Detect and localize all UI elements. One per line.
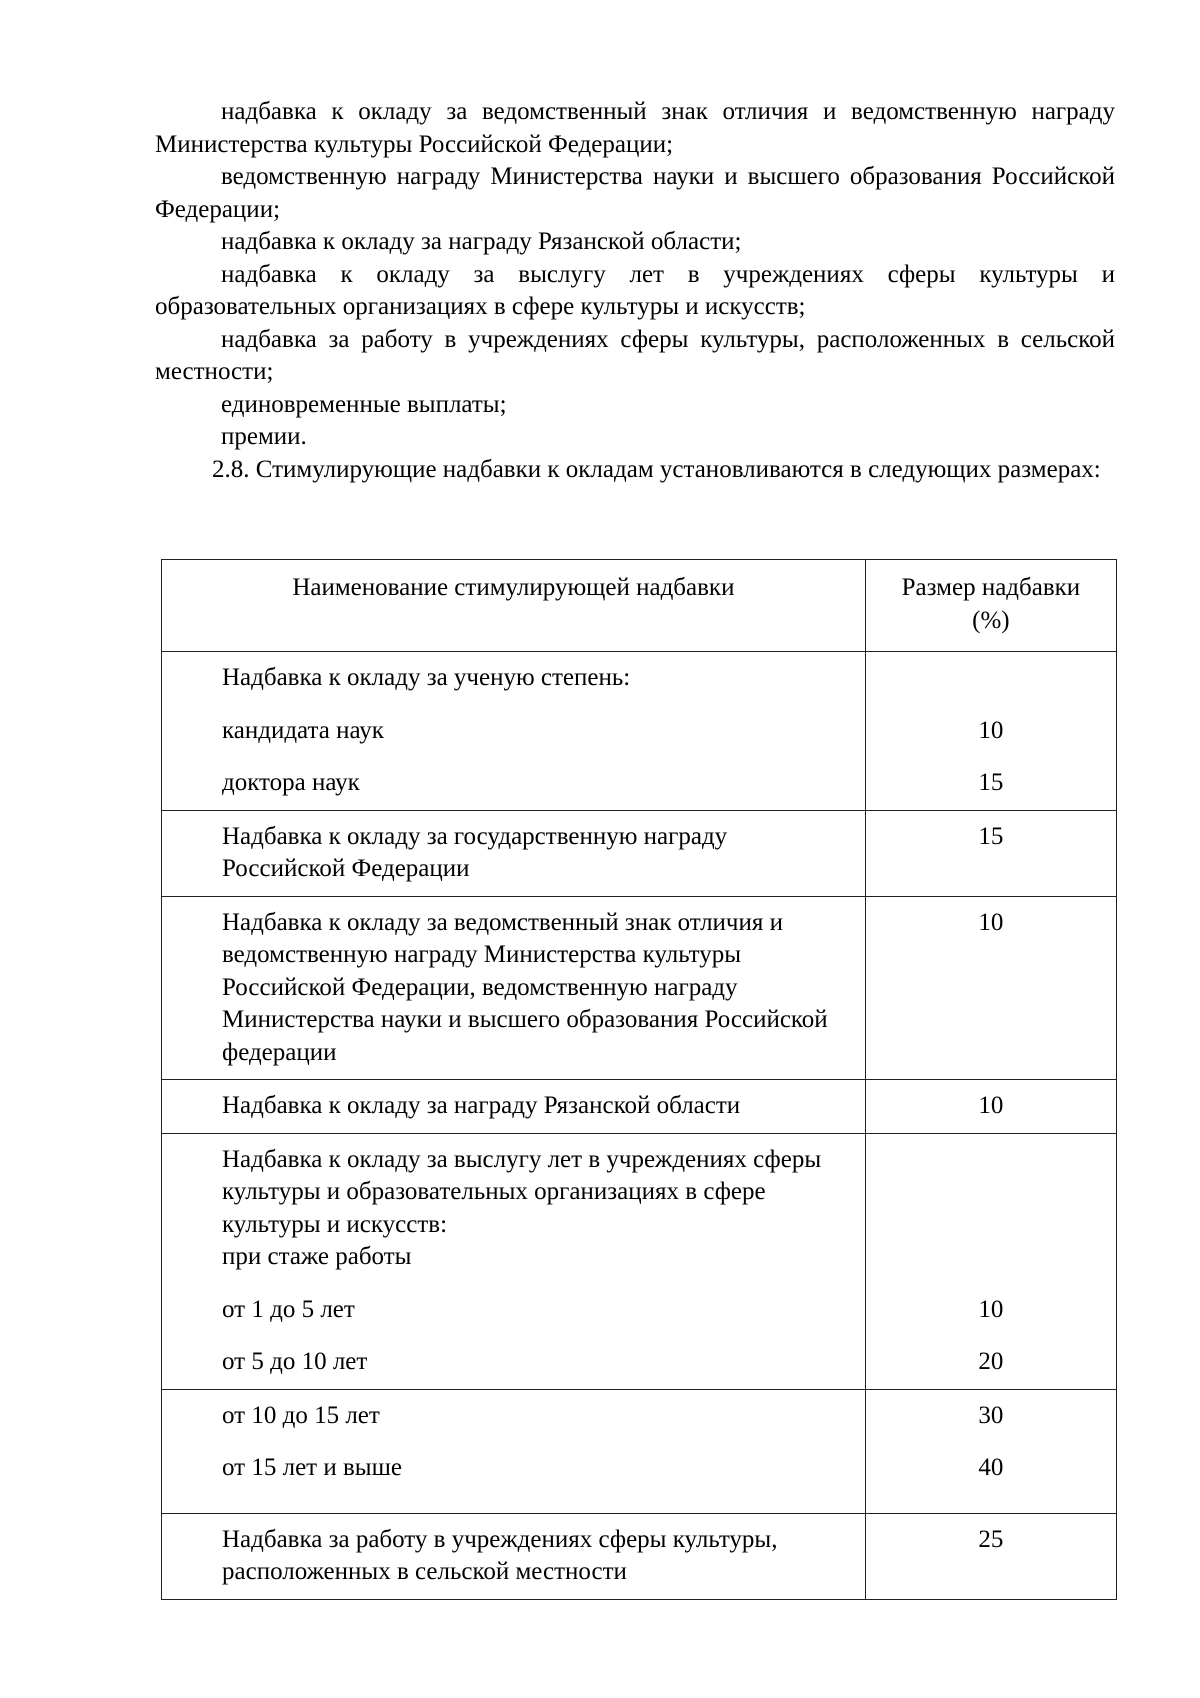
spacer bbox=[876, 1241, 1106, 1274]
seniority-tier1-value: 10 bbox=[978, 1295, 1004, 1323]
table-row-seniority bbox=[162, 1133, 1117, 1389]
degree-candidate-value: 10 bbox=[978, 716, 1004, 744]
table-row-state-award bbox=[162, 810, 1117, 896]
degree-value-cell bbox=[865, 652, 1116, 811]
paragraph: ведомственную награду Министерства науки и высшего образования Российской Федерации; bbox=[155, 163, 1115, 223]
seniority-tier3-label: от 10 до 15 лет bbox=[222, 1401, 380, 1429]
degree-name-cell bbox=[162, 652, 866, 811]
spacer bbox=[876, 1144, 1106, 1177]
rural-label: Надбавка за работу в учреждениях сферы культуры, расположенных в сельской местности bbox=[162, 1513, 866, 1599]
seniority-tier4-value: 40 bbox=[978, 1454, 1004, 1481]
departmental-award-label: Надбавка к окладу за ведомственный знак отличия и ведомственную награду Министерства культуры Российской Федерации, ведомственную награду Министерства науки и высшего образования Российской федерации bbox=[162, 896, 866, 1080]
seniority-title: Надбавка к окладу за выслугу лет в учреждениях сферы культуры и образовательных организациях в сфере культуры и искусств: bbox=[222, 1145, 822, 1238]
seniority-tier2-label: от 5 до 10 лет bbox=[222, 1348, 368, 1375]
ryazan-award-label: Надбавка к окладу за награду Рязанской области bbox=[162, 1080, 866, 1134]
seniority-subtitle: при стаже работы bbox=[222, 1243, 412, 1270]
seniority-tier4-label: от 15 лет и выше bbox=[222, 1454, 402, 1481]
degree-candidate-label: кандидата наук bbox=[222, 716, 384, 744]
spacer bbox=[222, 747, 845, 767]
paragraph: надбавка к окладу за выслугу лет в учреждениях сферы культуры и образовательных организациях в сфере культуры и искусств; bbox=[155, 260, 1115, 320]
degree-title: Надбавка к окладу за ученую степень: bbox=[222, 664, 631, 691]
spacer bbox=[222, 1326, 845, 1346]
header-value-cell bbox=[865, 560, 1116, 652]
state-award-value: 15 bbox=[865, 810, 1116, 896]
spacer bbox=[876, 1209, 1106, 1242]
spacer bbox=[876, 1326, 1106, 1346]
table-row-departmental-award bbox=[162, 896, 1117, 1080]
table-row-rural bbox=[162, 1513, 1117, 1599]
seniority-upper-name-cell bbox=[162, 1389, 866, 1513]
body-text bbox=[155, 96, 1115, 486]
table-row-seniority-upper bbox=[162, 1389, 1117, 1513]
degree-doctor-label: доктора наук bbox=[222, 769, 360, 796]
spacer bbox=[222, 1432, 845, 1452]
spacer bbox=[222, 1274, 845, 1294]
seniority-upper-value-cell bbox=[865, 1389, 1116, 1513]
paragraph: надбавка к окладу за награду Рязанской области; bbox=[221, 228, 742, 255]
seniority-tier2-value: 20 bbox=[978, 1348, 1004, 1375]
rural-value: 25 bbox=[865, 1513, 1116, 1599]
spacer bbox=[876, 1432, 1106, 1452]
header-value-line2: (%) bbox=[972, 606, 1010, 634]
table-header-row bbox=[162, 560, 1117, 652]
degree-doctor-value: 15 bbox=[978, 769, 1004, 796]
paragraph: премии. bbox=[221, 423, 307, 450]
paragraph: надбавка за работу в учреждениях сферы культуры, расположенных в сельской местности; bbox=[155, 325, 1115, 385]
seniority-tier1-label: от 1 до 5 лет bbox=[222, 1295, 355, 1323]
header-name-cell: Наименование стимулирующей надбавки bbox=[162, 560, 866, 652]
seniority-tier3-value: 30 bbox=[978, 1401, 1004, 1429]
table-row-ryazan-award bbox=[162, 1080, 1117, 1134]
allowances-table bbox=[161, 559, 1117, 1600]
paragraph: единовременные выплаты; bbox=[221, 390, 507, 418]
header-value-line1: Размер надбавки bbox=[901, 574, 1081, 601]
state-award-label: Надбавка к окладу за государственную награду Российской Федерации bbox=[162, 810, 866, 896]
spacer bbox=[876, 1274, 1106, 1294]
section-2-8-paragraph: 2.8. Стимулирующие надбавки к окладам установливаются в следующих размерах: bbox=[212, 455, 1101, 483]
spacer bbox=[222, 695, 845, 715]
spacer bbox=[876, 695, 1106, 715]
seniority-name-cell bbox=[162, 1133, 866, 1389]
seniority-value-cell bbox=[865, 1133, 1116, 1389]
spacer bbox=[876, 1176, 1106, 1209]
spacer bbox=[876, 662, 1106, 695]
table-row-degree bbox=[162, 652, 1117, 811]
departmental-award-value: 10 bbox=[865, 896, 1116, 1080]
ryazan-award-value: 10 bbox=[865, 1080, 1116, 1134]
paragraph: надбавка к окладу за ведомственный знак отличия и ведомственную награду Министерства культуры Российской Федерации; bbox=[155, 98, 1115, 158]
spacer bbox=[876, 747, 1106, 767]
